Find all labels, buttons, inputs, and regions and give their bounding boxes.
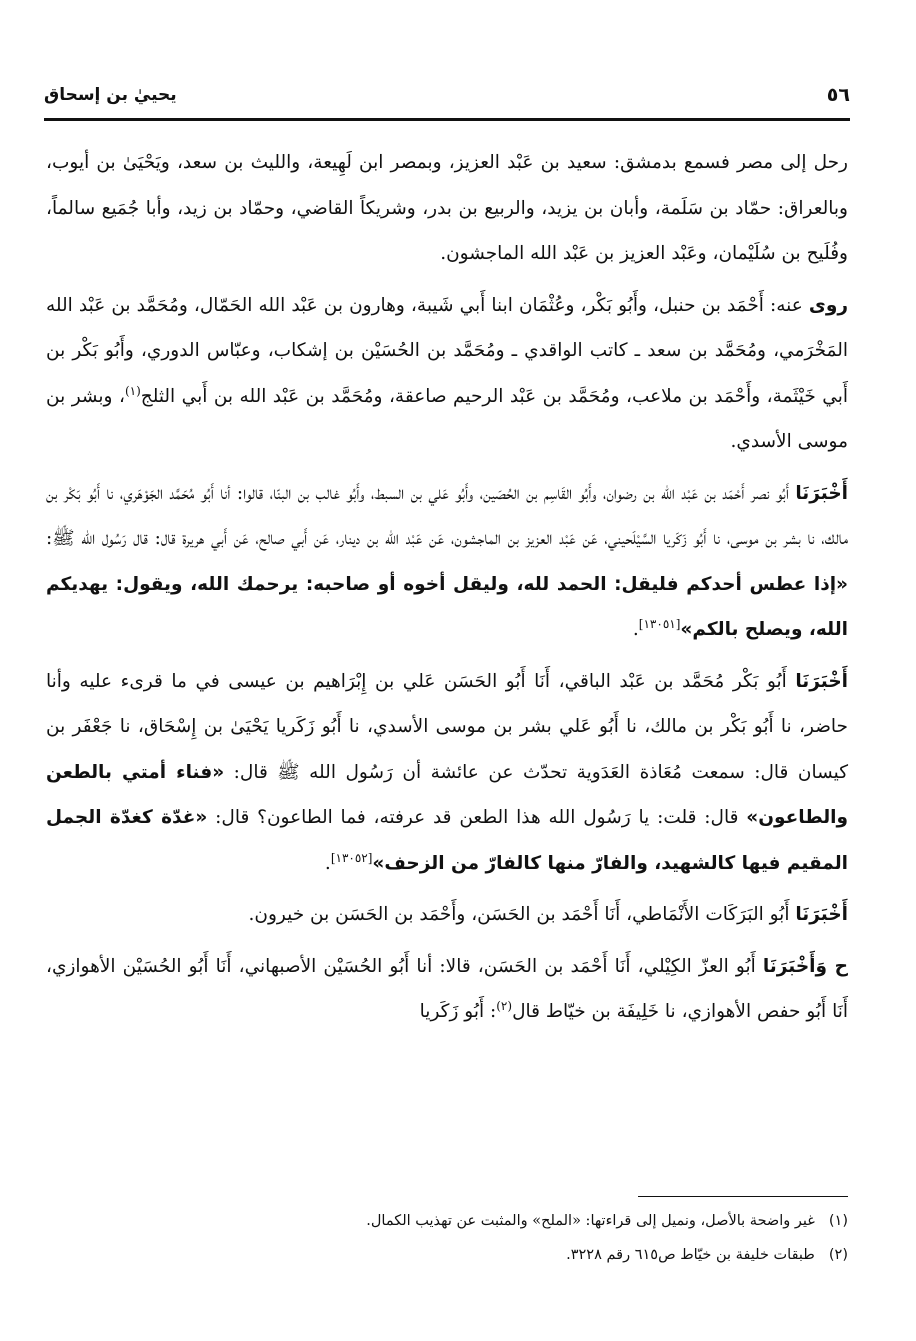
emphasized-text: ح وَأَخْبَرَنَا xyxy=(762,955,848,977)
paragraph xyxy=(46,283,848,465)
paragraph xyxy=(46,659,848,887)
footnote-divider xyxy=(638,1196,848,1197)
footnote-1 xyxy=(46,1204,848,1238)
text-run: عنه: أَحْمَد بن حنبل، وأَبُو بَكْر، وعُثْمَان ابنا أَبي شَيبة، وهارون بن عَبْد الله الحَمّال، ومُحَمَّد بن عَبْد الله المَخْرَمي، ومُحَمَّد بن سعد ـ كاتب الواقدي ـ ومُحَمَّد بن الحُسَيْن بن إشكاب، وعبّاس الدوري، وأَبُو بَكْر بن أَبي خَيْثَمة، وأَحْمَد بن ملاعب، ومُحَمَّد بن عَبْد الرحيم صاعقة، ومُحَمَّد بن عَبْد الله بن أَبي الثلج xyxy=(46,294,848,407)
footnote-text: غير واضحة بالأصل، ونميل إلى قراءتها: «الملح» والمثبت عن تهذيب الكمال. xyxy=(366,1213,815,1229)
reference-marker: (٢) xyxy=(496,998,513,1013)
running-title: يحييٰ بن إسحاق xyxy=(44,85,177,105)
header-divider xyxy=(44,118,850,121)
text-run: : أَبُو زَكَريا xyxy=(419,1001,497,1022)
main-text xyxy=(46,140,848,1035)
emphasized-text: «فناء أمتي بالطعن والطاعون» xyxy=(46,761,848,828)
paragraph xyxy=(46,892,848,938)
reference-marker: [١٣٠٥٢] xyxy=(330,850,373,865)
footnote-number: (١) xyxy=(828,1213,848,1229)
footnotes xyxy=(46,1204,848,1272)
text-run: ، وبشر بن موسى الأسدي. xyxy=(46,385,848,452)
text-run: أَبُو نصر أَحْمَد بن عَبْد الله بن رضوان، وأَبُو القَاسِم بن الحُصَين، وأَبُو عَلي بن السبط، وأَبُو غالب بن البنّا، قالوا: أنا أَبُو مُحَمَّد الجَوْهَري، نا أَبُو بَكْر بن مالك، نا بشر بن موسى، نا أَبُو زَكَريا السَّيْلَحيني، عَن عَبْد العزيز بن الماجشون، عَن عَبْد الله بن دينار، عَن أَبي صالح، عَن أَبي هريرة قال: قال رَسُول الله ﷺ: xyxy=(46,482,848,549)
text-run: . xyxy=(324,852,331,874)
text-run: أَبُو العزّ الكِيْلي، أَنَا أَحْمَد بن الحَسَن، قالا: أنا أَبُو الحُسَيْن الأصبهاني، أَنَا أَبُو الحُسَيْن الأهوازي، أَنَا أَبُو حفص الأهوازي، نا خَلِيفَة بن خيّاط قال xyxy=(46,955,848,1022)
text-run: رحل إلى مصر فسمع بدمشق: سعيد بن عَبْد العزيز، وبمصر ابن لَهِيعة، والليث بن سعد، ويَحْيَىٰ بن أيوب، وبالعراق: حمّاد بن سَلَمة، وأبان بن يزيد، والربيع بن بدر، وشريكاً القاضي، وحمّاد بن زيد، وأبا جُمَيع سالماً، وفُلَيح بن سُلَيْمان، وعَبْد العزيز بن عَبْد الله الماجشون. xyxy=(46,152,848,264)
paragraph xyxy=(46,140,848,277)
page-header xyxy=(44,80,850,114)
footnote-2 xyxy=(46,1238,848,1272)
text-run: قال: قلت: يا رَسُول الله هذا الطعن قد عرفته، فما الطاعون؟ قال: xyxy=(207,807,747,828)
footnote-number: (٢) xyxy=(828,1247,848,1263)
emphasized-text: روى xyxy=(808,294,848,316)
footnote-text: طبقات خليفة بن خيّاط ص٦١٥ رقم ٣٢٢٨. xyxy=(566,1247,815,1263)
reference-marker: [١٣٠٥١] xyxy=(638,616,681,631)
text-run: . xyxy=(632,619,639,640)
paragraph xyxy=(46,471,848,653)
emphasized-text: «إذا عطس أحدكم فليقل: الحمد لله، وليقل أخوه أو صاحبه: يرحمك الله، ويقول: يهديكم الله، ويصلح بالكم» xyxy=(46,573,848,640)
paragraph xyxy=(46,944,848,1035)
text-run: أَبُو بَكْر مُحَمَّد بن عَبْد الباقي، أَنَا أَبُو الحَسَن عَلي بن إِبْرَاهيم بن عيسى في ما قرىء عليه وأنا حاضر، نا أَبُو بَكْر بن مالك، نا أَبُو عَلي بشر بن موسى الأسدي، نا أَبُو زَكَريا يَحْيَىٰ بن إِسْحَاق، نا جَعْفَر بن كيسان قال: سمعت مُعَاذة العَدَوية تحدّث عن عائشة أن رَسُول الله ﷺ قال: xyxy=(46,670,849,783)
reference-marker: (١) xyxy=(124,383,141,398)
emphasized-text: «غدّة كغدّة الجمل المقيم فيها كالشهيد، والفارّ منها كالفارّ من الزحف» xyxy=(46,807,848,874)
page-number: ٥٦ xyxy=(826,84,850,106)
emphasized-text: أَخْبَرَنَا xyxy=(795,670,848,692)
emphasized-text: أَخْبَرَنَا xyxy=(795,482,848,504)
text-run: أَبُو البَرَكَات الأَنْمَاطي، أَنَا أَحْمَد بن الحَسَن، وأَحْمَد بن الحَسَن بن خيرون. xyxy=(248,904,796,925)
emphasized-text: أَخْبَرَنَا xyxy=(795,904,848,925)
